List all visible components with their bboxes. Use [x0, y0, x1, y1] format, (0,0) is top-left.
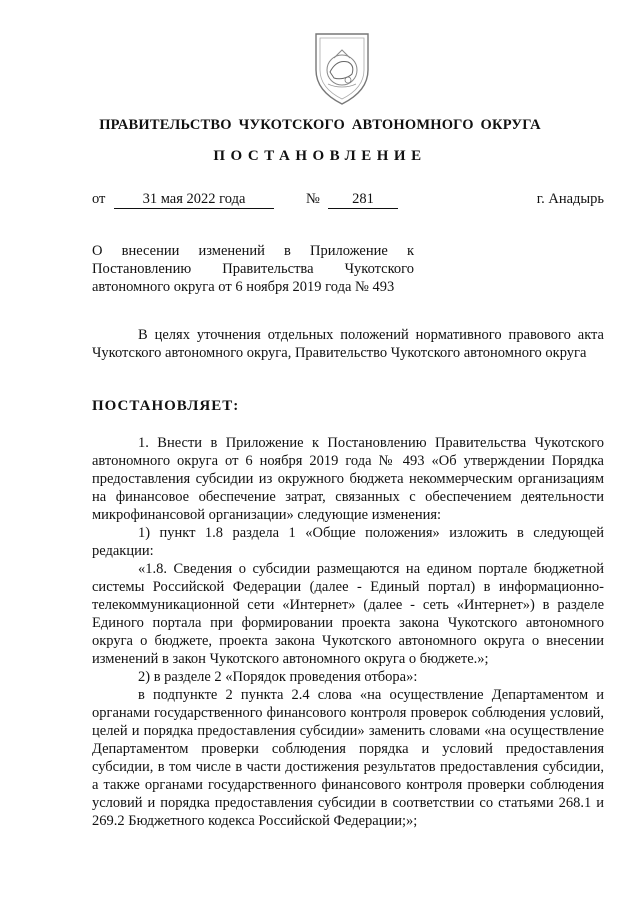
city: г. Анадырь [536, 191, 604, 207]
from-label: от [92, 191, 106, 207]
paragraph-2: 1) пункт 1.8 раздела 1 «Общие положения» изложить в следующей редакции: [92, 525, 604, 559]
paragraph-4: 2) в разделе 2 «Порядок проведения отбора»: [138, 669, 418, 685]
document-subject: О внесении изменений в Приложение к Постановлению Правительства Чукотского автономного округа от 6 ноября 2019 года № 493 [92, 243, 414, 295]
document-type: ПОСТАНОВЛЕНИЕ [213, 148, 427, 164]
document-number: 281 [328, 191, 398, 209]
preamble [92, 326, 604, 362]
chukotka-coat-of-arms-icon [308, 28, 376, 108]
government-title: ПРАВИТЕЛЬСТВО ЧУКОТСКОГО АВТОНОМНОГО ОКРУГА [99, 117, 541, 133]
preamble-text: В целях уточнения отдельных положений нормативного правового акта Чукотского автономного округа, Правительство Чукотского автономного округа [92, 327, 604, 361]
number-label: № [306, 191, 320, 207]
paragraph-1: 1. Внести в Приложение к Постановлению Правительства Чукотского автономного округа от 6 ноября 2019 года № 493 «Об утверждении Порядка предоставления субсидии из окружного бюджета некоммерческим организациям на финансовое обеспечение затрат, связанных с обеспечением деятельности микрофинансовой организации» следующие изменения: [92, 435, 604, 523]
document-body [92, 434, 604, 830]
resolves-heading: ПОСТАНОВЛЯЕТ: [92, 398, 240, 414]
document-meta [92, 191, 604, 213]
paragraph-5: в подпункте 2 пункта 2.4 слова «на осуществление Департаментом и органами государственного финансового контроля проверок соблюдения условий, целей и порядка предоставления субсидии» заменить словами «на осуществление Департаментом проверки соблюдения порядка и условий предоставления субсидии, в том числе в части достижения результатов предоставления субсидии, а также органами государственного финансового контроля проверки соблюдения условий и порядка предоставления субсидии в соответствии со статьями 268.1 и 269.2 Бюджетного кодекса Российской Федерации;»; [92, 687, 604, 829]
document-date: 31 мая 2022 года [114, 191, 274, 209]
paragraph-3: «1.8. Сведения о субсидии размещаются на едином портале бюджетной системы Российской Федерации (далее - Единый портал) в информационно-телекоммуникационной сети «Интернет» (далее - сеть «Интернет») в разделе Единого портала при формировании проекта закона Чукотского автономного округа о бюджете, проекта закона Чукотского автономного округа о внесении изменений в закон Чукотского автономного округа о бюджете.»; [92, 561, 604, 667]
